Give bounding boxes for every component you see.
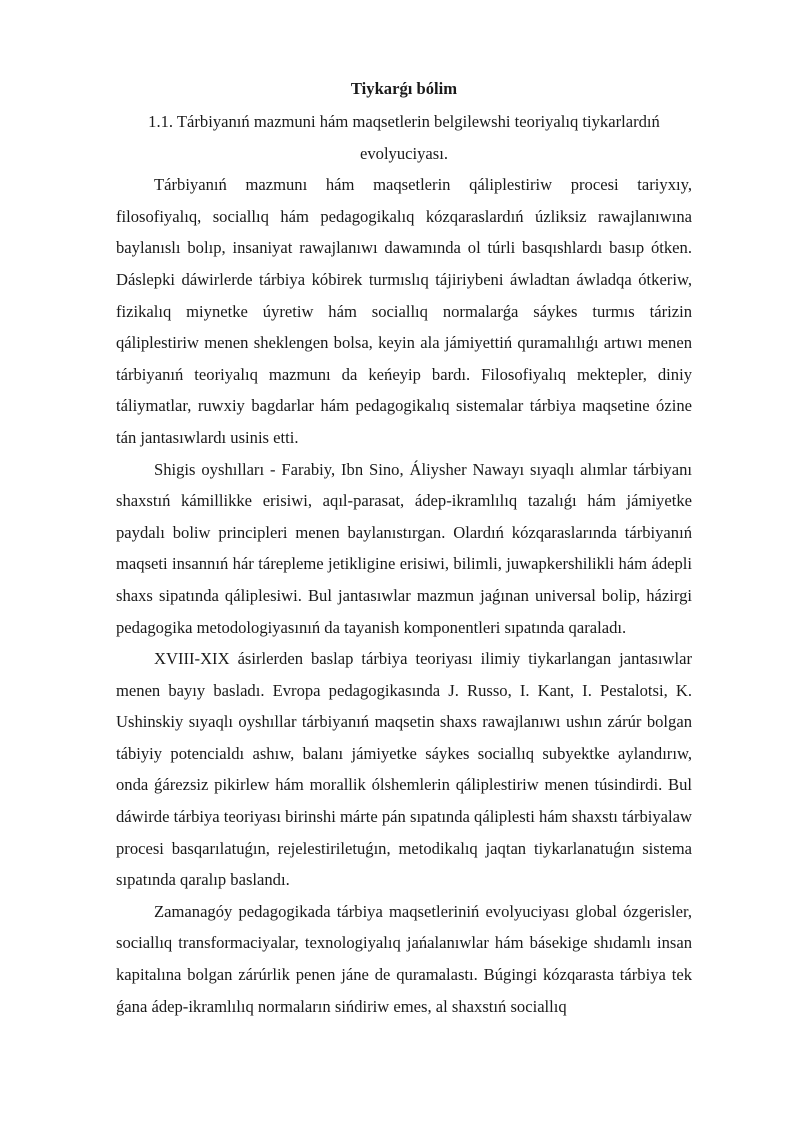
paragraph: Shigis oyshılları - Farabiy, Ibn Sino, Áliysher Nawayı sıyaqlı alımlar tárbiyanı shaxstıń kámillikke erisiwi, aqıl-parasat, ádep-ikramlılıq tazalıǵı hám jámiyetke paydalı boliw principleri menen baylanıstırgan. Olardıń kózqaraslarında tárbiyanıń maqseti insannıń hár tárepleme jetikligine erisiwi, bilimli, juwapkershilikli hám ádepli shaxs sipatında qáliplesiwi. Bul jantasıwlar mazmun jaǵınan universal bolip, házirgi pedagogika metodologiyasınıń da tayanish komponentleri sıpatında qaraladı.	[116, 459, 692, 637]
paragraph: Tárbiyanıń mazmunı hám maqsetlerin qáliplestiriw procesi tariyxıy, filosofiyalıq, sociallıq hám pedagogikalıq kózqaraslardıń úzliksiz rawajlanıwına baylanıslı bolıp, insaniyat rawajlanıwı dawamında ol túrli basqıshlardı basıp ótken. Dáslepki dáwirlerde tárbiya kóbirek turmıslıq tájiriybeni áwladtan áwladqa ótkeriw, fizikalıq miynetke úyretiw hám sociallıq normalarǵa sáykes turmıs tárizin qáliplestiriw menen sheklengen bolsa, keyin ala jámiyettiń quramalılıǵı artıwı menen tárbiyanıń teoriyalıq mazmunı da keńeyip bardı. Filosofiyalıq mektepler, diniy táliymatlar, ruwxiy bagdarlar hám pedagogikalıq sistemalar tárbiya maqsetine ózine tán jantasıwlardı usinis etti.	[116, 175, 692, 447]
paragraph: Zamanagóy pedagogikada tárbiya maqsetleriniń evolyuciyası global ózgerisler, sociallıq transformaciyalar, texnologiyalıq jańalanıwlar hám básekige shıdamlı insan kapitalına bolgan zárúrlik penen jáne de quramalastı. Búgingi kózqarasta tárbiya tek ǵana ádep-ikramlılıq normaların sińdiriw emes, al shaxstıń sociallıq	[116, 901, 692, 1016]
section-subtitle: 1.1. Tárbiyanıń mazmuni hám maqsetlerin belgilewshi teoriyalıq tiykarlardıń evolyuciyası.	[148, 112, 660, 163]
paragraph: XVIII-XIX ásirlerden baslap tárbiya teoriyası ilimiy tiykarlangan jantasıwlar menen bayıy basladı. Evropa pedagogikasında J. Russo, I. Kant, I. Pestalotsi, K. Ushinskiy sıyaqlı oyshıllar tárbiyanıń maqsetin shaxs rawajlanıwı ushın zárúr bolgan tábiyiy potencialdı ashıw, balanı jámiyetke sáykes sociallıq subyektke aylandırıw, onda ǵárezsiz pikirlew hám morallik ólshemlerin qáliplestiriw menen túsindirdi. Bul dáwirde tárbiya teoriyası birinshi márte pán sıpatında qáliplesti hám shaxstı tárbiyalaw procesi basqarılatuǵın, rejelestiriletuǵın, metodikalıq jaqtan tiykarlanatuǵın sistema sıpatında qaralıp baslandı.	[116, 649, 693, 890]
page-content	[116, 73, 692, 1022]
section-title: Tiykarǵı bólim	[350, 79, 458, 98]
